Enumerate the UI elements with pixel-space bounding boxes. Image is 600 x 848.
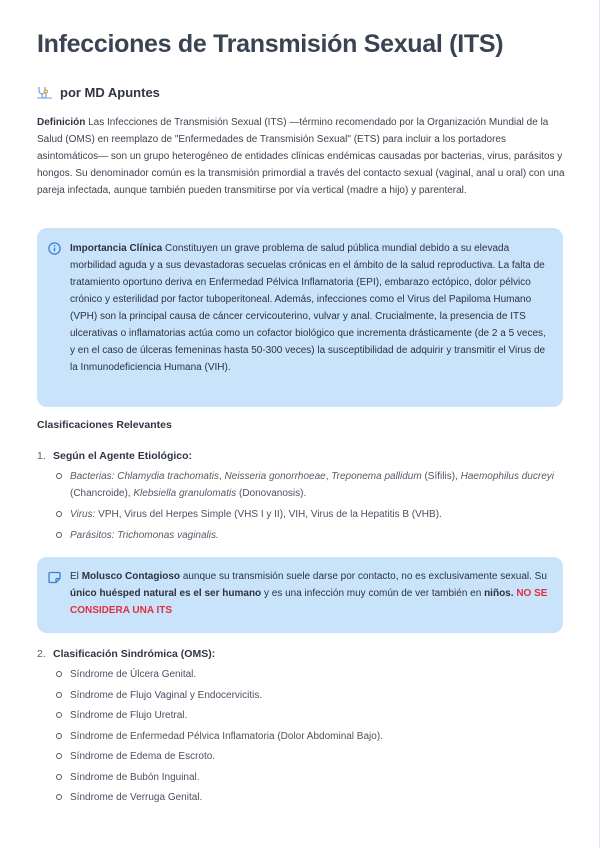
etiologic-number: 1. <box>37 450 46 462</box>
bacteria-kg-note: (Donovanosis). <box>239 488 307 499</box>
note-pre: El <box>70 571 79 582</box>
list-item: Síndrome de Enfermedad Pélvica Inflamatoria (Dolor Abdominal Bajo). <box>56 728 556 745</box>
etiologic-heading <box>37 450 192 462</box>
syndromic-heading-text: Clasificación Sindrómica (OMS): <box>53 648 216 660</box>
list-item-virus <box>56 506 556 523</box>
note-kids: niños. <box>484 588 514 599</box>
bacteria-label: Bacterias: <box>70 471 115 482</box>
info-icon <box>48 242 61 255</box>
syndromic-number: 2. <box>37 648 46 660</box>
definition-paragraph <box>37 114 565 199</box>
parasites-label: Parásitos: <box>70 530 115 541</box>
author-line <box>37 85 160 100</box>
list-item: Síndrome de Flujo Vaginal y Endocervicitis. <box>56 687 556 704</box>
list-item-parasites <box>56 527 556 544</box>
list-item: Síndrome de Bubón Inguinal. <box>56 769 556 786</box>
note-term: Molusco Contagioso <box>81 571 181 582</box>
syndromic-list <box>56 666 556 806</box>
bacteria-tp: Treponema pallidum <box>331 471 422 482</box>
bacteria-ng: Neisseria gonorrhoeae <box>224 471 326 482</box>
page-title: Infecciones de Transmisión Sexual (ITS) <box>37 30 504 58</box>
bacteria-tp-note: (Sífilis), <box>424 471 458 482</box>
definition-text: Las Infecciones de Transmisión Sexual (ITS) —término recomendado por la Organización Mundial de la Salud (OMS) en reemplazo de "Enfermedades de Transmisión Sexual" (ETS) para incluir a los portadores asintomáticos— son un grupo heterogéneo de entidades clínicas endémicas causadas por bacterias, virus, parásitos y hongos. Su denominador común es la transmisión primordial a través del contacto sexual (vaginal, anal u oral) con una pareja infectada, aunque también pueden transmitirse por vía vertical (madre a hijo) y parenteral. <box>37 117 565 196</box>
note-icon <box>48 571 61 584</box>
etiologic-heading-text: Según el Agente Etiológico: <box>53 450 193 462</box>
stethoscope-icon <box>37 86 52 99</box>
author-name: por MD Apuntes <box>60 85 160 100</box>
molusco-note-callout <box>37 557 563 633</box>
clinical-importance-label: Importancia Clínica <box>70 243 163 254</box>
virus-text: VPH, Virus del Herpes Simple (VHS I y II), VIH, Virus de la Hepatitis B (VHB). <box>98 509 442 520</box>
note-warning: NO SE CONSIDERA UNA ITS <box>70 588 548 616</box>
list-item: Síndrome de Verruga Genital. <box>56 789 556 806</box>
definition-label: Definición <box>37 117 86 128</box>
note-mid: aunque su transmisión suele darse por contacto, no es exclusivamente sexual. Su <box>182 571 547 582</box>
list-item-bacteria: Bacterias: Chlamydia trachomatis, Neisseria gonorrhoeae, Treponema pallidum (Sífilis), Haemophilus ducreyi (Chancroide), Klebsiella granulomatis (Donovanosis). <box>56 468 556 502</box>
clinical-importance-text <box>70 240 549 376</box>
classifications-title: Clasificaciones Relevantes <box>37 419 172 431</box>
note-post: y es una infección muy común de ver también en <box>263 588 482 599</box>
molusco-note-text <box>70 568 549 619</box>
parasites-text: Trichomonas vaginalis. <box>117 530 219 541</box>
note-highlight: único huésped natural es el ser humano <box>70 588 262 599</box>
bacteria-hd: Haemophilus ducreyi <box>460 471 554 482</box>
clinical-importance-body: Constituyen un grave problema de salud pública mundial debido a su elevada morbilidad aguda y a sus devastadoras secuelas crónicas en el ámbito de la salud reproductiva. La falta de tratamiento oportuno deriva en Enfermedad Pélvica Inflamatoria (EPI), embarazo ectópico, dolor pélvico crónico y esterilidad por factor tuboperitoneal. Además, infecciones como el Virus del Papiloma Humano (VPH) son la principal causa de cáncer cervicouterino, vulvar y anal. Crucialmente, la presencia de ITS ulcerativas o inflamatorias actúa como un cofactor biológico que incrementa drásticamente (de 2 a 5 veces, y en el caso de úlceras femeninas hasta 50-300 veces) la susceptibilidad de adquirir y transmitir el Virus de la Inmunodeficiencia Humana (VIH). <box>70 243 546 373</box>
bacteria-hd-note: (Chancroide), <box>70 488 131 499</box>
clinical-importance-callout <box>37 228 563 407</box>
bacteria-kg: Klebsiella granulomatis <box>133 488 237 499</box>
etiologic-list <box>56 468 556 544</box>
list-item: Síndrome de Edema de Escroto. <box>56 748 556 765</box>
syndromic-heading <box>37 648 215 660</box>
list-item: Síndrome de Úlcera Genital. <box>56 666 556 683</box>
bacteria-ct: Chlamydia trachomatis <box>117 471 219 482</box>
virus-label: Virus: <box>70 509 96 520</box>
list-item: Síndrome de Flujo Uretral. <box>56 707 556 724</box>
